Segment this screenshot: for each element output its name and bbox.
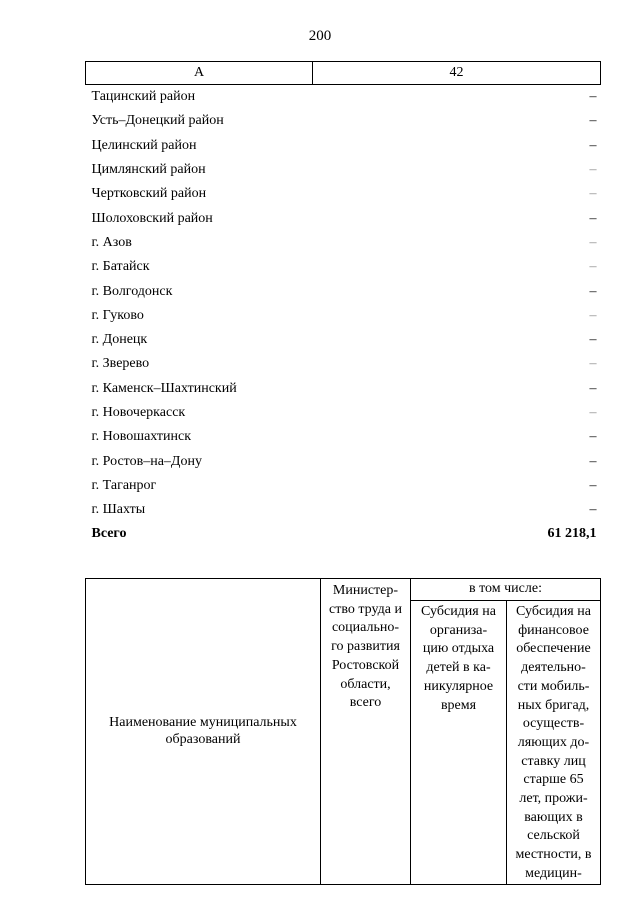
municipal-subsidy-table-header xyxy=(85,578,601,885)
header-line: сти мобиль- xyxy=(517,678,590,694)
header-line: цию отдыха xyxy=(422,641,495,657)
total-label: Всего xyxy=(91,526,127,542)
municipality-name: г. Донецк xyxy=(91,332,148,348)
header-line: местности, в xyxy=(515,847,592,863)
municipality-name: Тацинский район xyxy=(91,89,196,105)
header-line: ляющих до- xyxy=(517,734,590,750)
table-row xyxy=(86,109,601,133)
municipality-name: г. Шахты xyxy=(91,502,146,518)
header-line: деятельно- xyxy=(521,660,586,676)
municipality-value: – xyxy=(589,137,597,153)
header-line: старше 65 xyxy=(523,772,584,788)
municipality-name: Цимлянский район xyxy=(91,162,206,178)
header-line: всего xyxy=(349,695,382,711)
table-row xyxy=(86,206,601,230)
header-line: Субсидия на xyxy=(516,604,591,619)
municipality-name: Шолоховский район xyxy=(91,210,213,226)
municipality-value: – xyxy=(589,356,597,372)
allocation-table-continued xyxy=(85,61,601,547)
table-row xyxy=(86,158,601,182)
municipality-name: г. Новочеркасск xyxy=(91,405,186,420)
municipality-value: – xyxy=(589,234,597,250)
municipality-value: – xyxy=(589,307,597,323)
municipality-value: – xyxy=(589,283,597,299)
table-row xyxy=(86,498,601,522)
header-line: вающих в xyxy=(524,809,583,825)
col-header-including: в том числе: xyxy=(411,579,601,601)
header-line: лет, прожи- xyxy=(519,791,588,807)
table-row xyxy=(86,401,601,425)
col-header-subsidy-mobile-brigades xyxy=(507,601,601,885)
table-row xyxy=(86,134,601,158)
municipality-value: – xyxy=(589,429,597,445)
municipality-name: г. Батайск xyxy=(91,259,150,275)
municipality-value: – xyxy=(589,502,597,518)
header-line: время xyxy=(440,697,477,713)
table-row xyxy=(86,182,601,206)
table-row xyxy=(86,328,601,352)
municipality-name: г. Азов xyxy=(91,234,132,250)
municipality-value: – xyxy=(589,113,597,129)
municipality-name: г. Новошахтинск xyxy=(91,429,192,445)
header-line: медицин- xyxy=(525,865,582,881)
col-header-subsidy-recreation-text xyxy=(411,601,506,715)
table-row xyxy=(86,449,601,473)
header-line: организа- xyxy=(429,622,488,638)
header-line: сельской xyxy=(527,828,580,844)
col-header-municipality xyxy=(86,579,321,885)
header-line: обеспечение xyxy=(516,641,591,657)
municipality-value: – xyxy=(589,162,597,178)
table-row xyxy=(86,279,601,303)
header-line: Субсидия на xyxy=(421,604,496,619)
municipality-name: Чертковский район xyxy=(91,186,207,202)
municipality-name: г. Таганрог xyxy=(91,477,157,493)
table-row xyxy=(86,474,601,498)
col-header-subsidy-mobile-brigades-text xyxy=(507,601,600,884)
municipality-value: – xyxy=(589,259,597,275)
municipality-value: – xyxy=(589,380,597,396)
header-line: детей в ка- xyxy=(426,660,491,676)
col-header-ministry xyxy=(321,579,411,885)
municipality-name: г. Ростов–на–Дону xyxy=(91,453,202,469)
municipality-value: – xyxy=(589,210,597,226)
header-line: ство труда и xyxy=(329,601,402,617)
municipality-name: г. Волгодонск xyxy=(91,283,173,299)
table-row xyxy=(86,352,601,376)
header-line: ставку лиц xyxy=(521,753,586,769)
header-line: никулярное xyxy=(423,678,494,694)
header-line: Министер- xyxy=(332,583,399,598)
header-line: Ростовской xyxy=(331,657,400,673)
municipality-name: г. Каменск–Шахтинский xyxy=(91,380,237,396)
municipality-value: – xyxy=(589,477,597,493)
table-header-row xyxy=(86,62,601,85)
header-line: го развития xyxy=(331,639,400,655)
col-header-municipality-text: Наименование муниципальных образований xyxy=(109,715,297,748)
header-line: финансовое xyxy=(518,622,589,638)
municipality-value: – xyxy=(589,89,597,105)
header-line: социально- xyxy=(331,620,400,636)
municipality-name: г. Зверево xyxy=(91,356,150,372)
page-number: 200 xyxy=(308,28,332,44)
header-col-42: 42 xyxy=(313,62,601,85)
header-line: осуществ- xyxy=(522,716,585,732)
municipality-name: г. Гуково xyxy=(91,307,144,323)
table-row xyxy=(86,377,601,401)
table-row xyxy=(86,85,601,110)
total-value: 61 218,1 xyxy=(547,526,597,542)
header-line: ных бригад, xyxy=(517,697,590,713)
table-body xyxy=(86,85,601,547)
header-col-a: А xyxy=(86,62,313,85)
table-row xyxy=(86,255,601,279)
municipality-value: – xyxy=(589,405,597,420)
municipality-value: – xyxy=(589,186,597,202)
table-row xyxy=(86,231,601,255)
col-header-subsidy-recreation xyxy=(411,601,507,885)
municipality-name: Усть–Донецкий район xyxy=(91,113,224,129)
table-row xyxy=(86,425,601,449)
municipality-name: Целинский район xyxy=(91,137,197,153)
header-line: области, xyxy=(340,676,391,692)
total-row xyxy=(86,522,601,546)
col-header-ministry-text xyxy=(321,579,410,713)
municipality-value: – xyxy=(589,332,597,348)
table-row xyxy=(86,304,601,328)
municipality-value: – xyxy=(589,453,597,469)
